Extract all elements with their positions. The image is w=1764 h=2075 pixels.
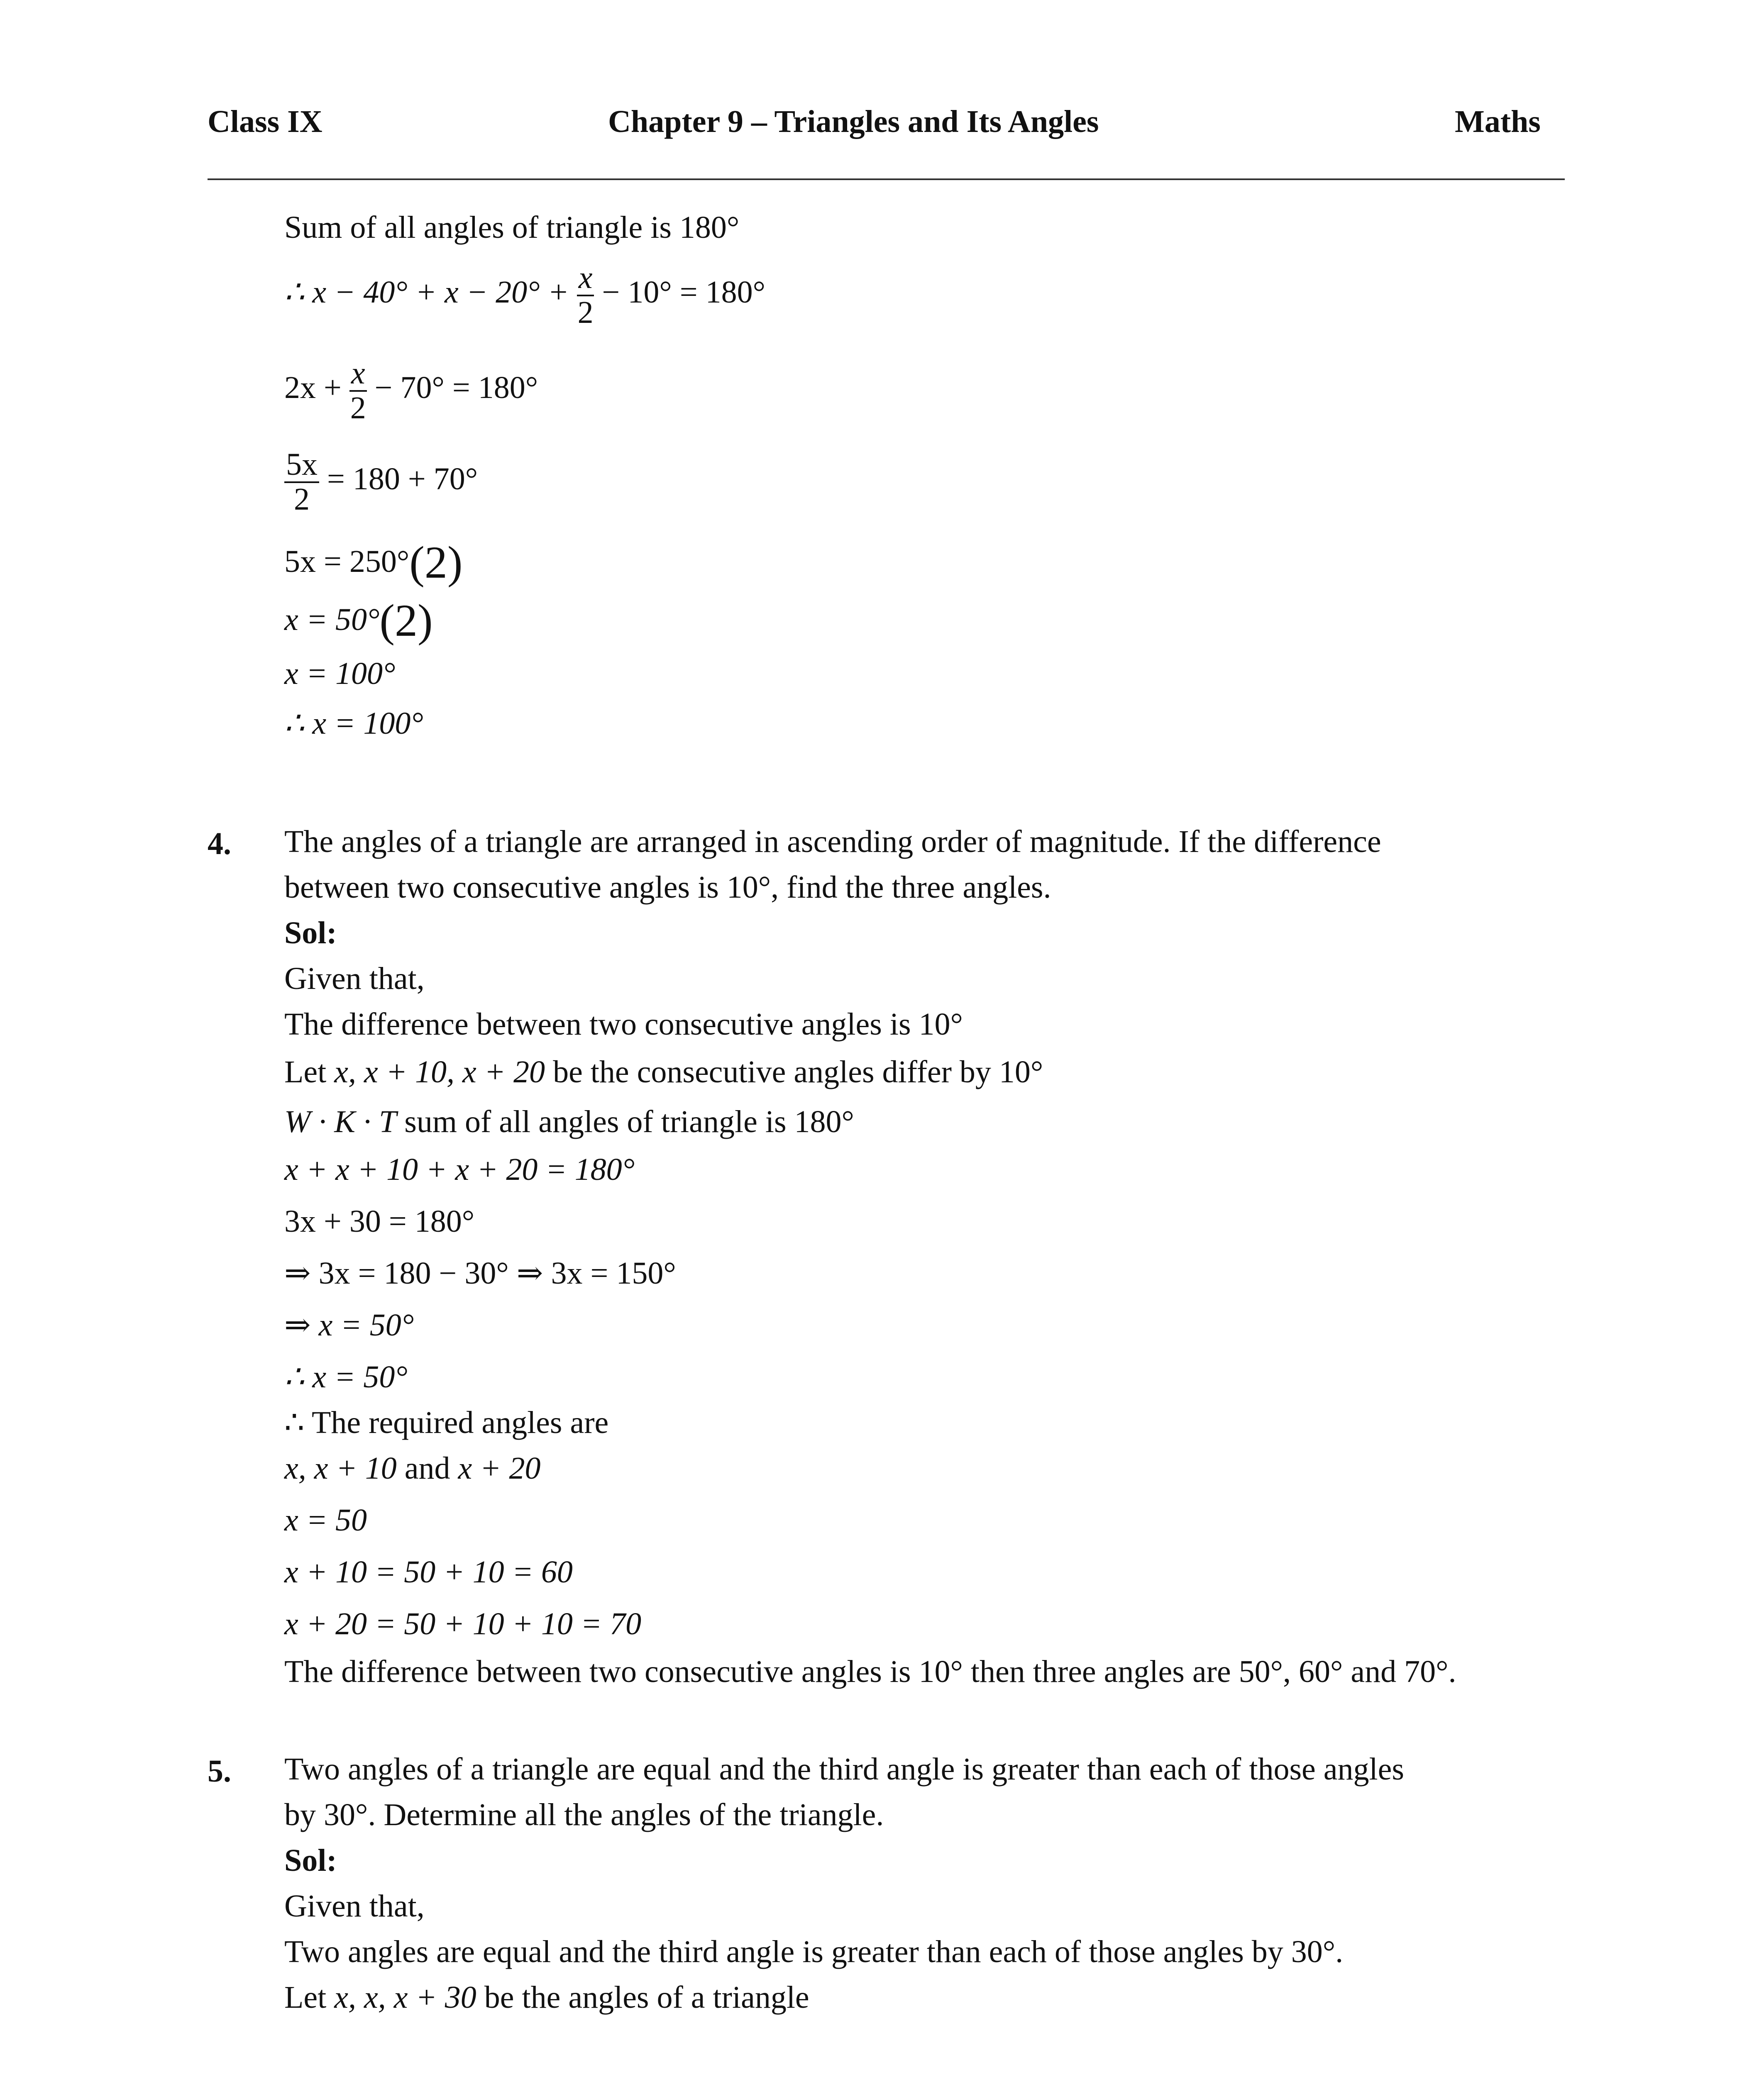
solution-line: The difference between two consecutive angles is 10° <box>284 1007 963 1042</box>
solution-equation: x + 10 = 50 + 10 = 60 <box>284 1555 573 1589</box>
solution-equation: x = 50 <box>284 1503 367 1538</box>
solution-label: Sol: <box>284 915 337 950</box>
numerator: x <box>577 261 594 296</box>
solution-equation: x + x + 10 + x + 20 = 180° <box>284 1152 635 1187</box>
text: sum of all angles of triangle is 180° <box>396 1104 854 1139</box>
solution-line: ∴ The required angles are <box>284 1405 609 1440</box>
expr: x = 50° <box>284 602 380 637</box>
q3-equation <box>284 261 765 330</box>
solution-equation: ∴ x = 50° <box>284 1360 408 1394</box>
header-divider <box>208 178 1565 180</box>
fraction <box>349 357 367 425</box>
q3-line: Sum of all angles of triangle is 180° <box>284 210 740 245</box>
solution-line: Given that, <box>284 961 425 996</box>
q3-equation: x = 100° <box>284 656 396 691</box>
header-class: Class IX <box>208 104 323 139</box>
text: be the angles of a triangle <box>476 1980 809 2015</box>
paren-expr: (2) <box>409 537 463 588</box>
expr: x + 20 <box>458 1451 541 1486</box>
expr: − 10° = 180° <box>602 275 765 310</box>
denominator: 2 <box>577 295 594 330</box>
text: and <box>396 1451 458 1486</box>
question-text: The angles of a triangle are arranged in ascending order of magnitude. If the difference <box>284 824 1381 859</box>
numerator: 5x <box>284 448 319 483</box>
paren-expr: (2) <box>379 595 433 646</box>
solution-line: Two angles are equal and the third angle is greater than each of those angles by 30°. <box>284 1934 1344 1969</box>
question-text: by 30°. Determine all the angles of the triangle. <box>284 1797 884 1832</box>
expr: x, x, x + 30 <box>334 1980 476 2015</box>
text: be the consecutive angles differ by 10° <box>545 1055 1043 1089</box>
expr: W · K · T <box>284 1104 397 1139</box>
expr: 2x + <box>284 370 342 405</box>
q3-equation <box>284 448 478 516</box>
solution-line <box>284 1106 854 1138</box>
expr: ∴ x − 40° + x − 20° + <box>284 275 569 310</box>
expr: x, x + 10 <box>284 1451 397 1486</box>
q3-answer: ∴ x = 100° <box>284 706 423 741</box>
text: Let <box>284 1055 335 1089</box>
solution-line: Given that, <box>284 1889 425 1924</box>
question-text: between two consecutive angles is 10°, find the three angles. <box>284 870 1051 905</box>
expr: 5x = 250° <box>284 544 410 579</box>
q3-equation <box>284 357 538 425</box>
fraction <box>284 448 319 516</box>
solution-line <box>284 1056 1043 1088</box>
expr: = 180 + 70° <box>327 461 478 497</box>
numerator: x <box>349 357 367 392</box>
q3-equation <box>284 537 463 588</box>
solution-equation: 3x + 30 = 180° <box>284 1204 475 1239</box>
solution-conclusion: The difference between two consecutive angles is 10° then three angles are 50°, 60° and 70°. <box>284 1654 1456 1689</box>
question-number: 5. <box>208 1754 231 1789</box>
solution-equation: ⇒ x = 50° <box>284 1308 414 1343</box>
text: Let <box>284 1980 335 2015</box>
question-number: 4. <box>208 826 231 861</box>
solution-label: Sol: <box>284 1843 337 1878</box>
header-subject: Maths <box>1455 104 1541 139</box>
solution-equation: x + 20 = 50 + 10 + 10 = 70 <box>284 1606 642 1641</box>
solution-line <box>284 1452 541 1484</box>
header-chapter-title: Chapter 9 – Triangles and Its Angles <box>608 104 1099 139</box>
expr: x, x + 10, x + 20 <box>334 1055 545 1089</box>
q3-equation <box>284 595 433 646</box>
question-text: Two angles of a triangle are equal and the third angle is greater than each of those angles <box>284 1752 1404 1787</box>
expr: − 70° = 180° <box>374 370 538 405</box>
fraction <box>577 261 594 330</box>
solution-equation: ⇒ 3x = 180 − 30° ⇒ 3x = 150° <box>284 1256 676 1291</box>
denominator: 2 <box>350 390 366 425</box>
denominator: 2 <box>294 481 310 517</box>
solution-line <box>284 1982 809 2013</box>
